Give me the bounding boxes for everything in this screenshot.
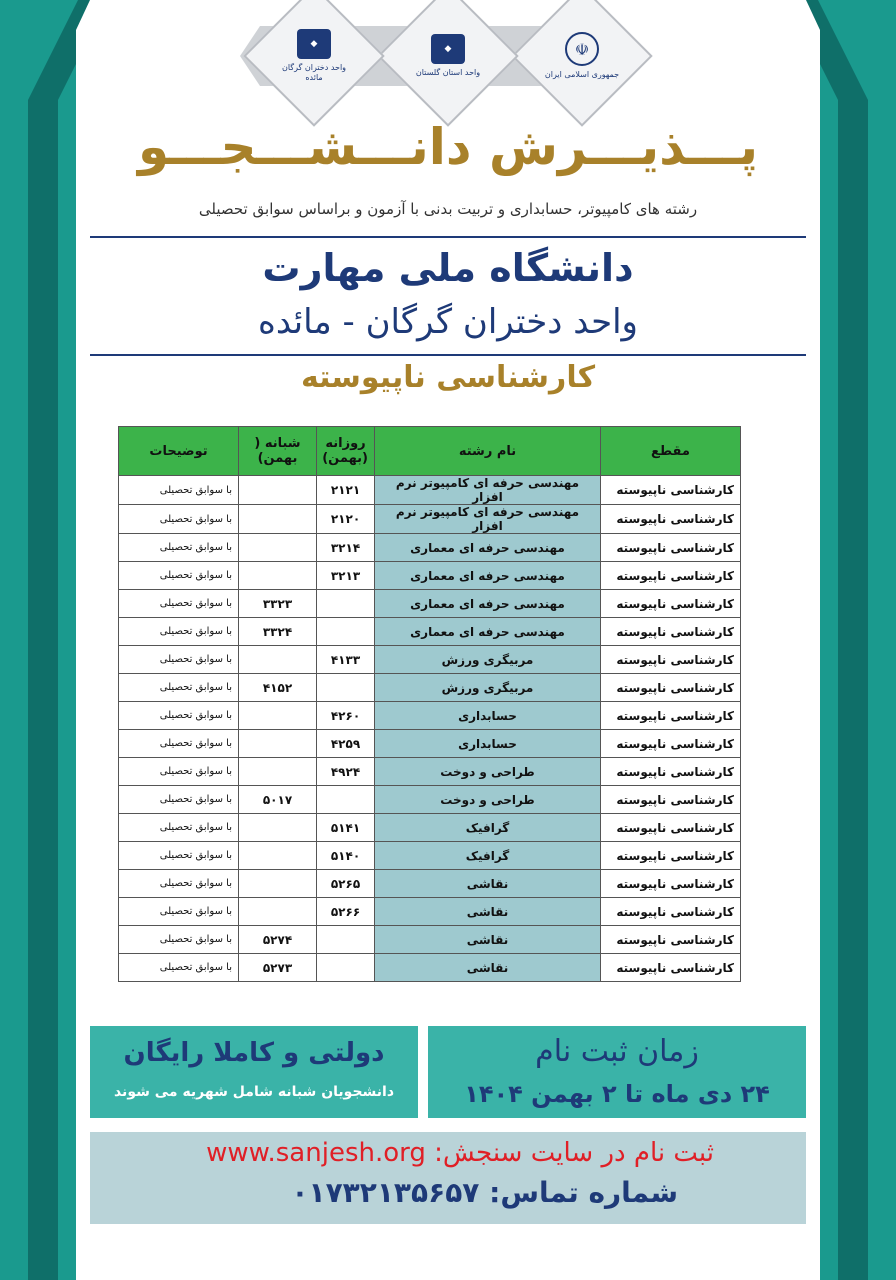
university-name: دانشگاه ملی مهارت bbox=[262, 246, 634, 290]
table-row bbox=[119, 786, 741, 814]
contact-phone: شماره تماس: ۰۱۷۳۲۱۳۵۶۵۷ bbox=[291, 1176, 678, 1209]
cell-notes: با سوابق تحصیلی bbox=[119, 674, 239, 702]
cell-day-code: ۵۲۶۵ bbox=[317, 870, 375, 898]
cell-level: کارشناسی ناپیوسته bbox=[601, 702, 741, 730]
cell-notes: با سوابق تحصیلی bbox=[119, 954, 239, 982]
cell-notes: با سوابق تحصیلی bbox=[119, 870, 239, 898]
cell-notes: با سوابق تحصیلی bbox=[119, 814, 239, 842]
table-row bbox=[119, 926, 741, 954]
iran-emblem-logo bbox=[511, 0, 652, 127]
column-header-day: روزانه (بهمن) bbox=[317, 427, 375, 476]
cell-night-code bbox=[239, 646, 317, 674]
cell-major: طراحی و دوخت bbox=[375, 758, 601, 786]
degree-title: کارشناسی ناپیوسته bbox=[300, 360, 596, 395]
golestan-branch-logo bbox=[377, 0, 518, 127]
column-header-night: شبانه ( بهمن) bbox=[239, 427, 317, 476]
cell-level: کارشناسی ناپیوسته bbox=[601, 562, 741, 590]
cell-night-code bbox=[239, 842, 317, 870]
cell-night-code bbox=[239, 702, 317, 730]
cell-notes: با سوابق تحصیلی bbox=[119, 926, 239, 954]
table-row bbox=[119, 534, 741, 562]
cell-day-code: ۵۱۴۰ bbox=[317, 842, 375, 870]
cell-night-code bbox=[239, 534, 317, 562]
table-row bbox=[119, 814, 741, 842]
cell-night-code: ۴۱۵۲ bbox=[239, 674, 317, 702]
cell-day-code bbox=[317, 926, 375, 954]
tuition-note: دانشجویان شبانه شامل شهریه می شوند bbox=[113, 1084, 395, 1100]
cell-night-code bbox=[239, 505, 317, 534]
cell-night-code bbox=[239, 730, 317, 758]
cell-notes: با سوابق تحصیلی bbox=[119, 646, 239, 674]
cell-day-code: ۵۱۴۱ bbox=[317, 814, 375, 842]
tuition-title: دولتی و کاملا رایگان bbox=[123, 1038, 385, 1068]
logo-caption: واحد دختران گرگان مائده bbox=[281, 63, 347, 82]
cell-notes: با سوابق تحصیلی bbox=[119, 702, 239, 730]
cell-level: کارشناسی ناپیوسته bbox=[601, 898, 741, 926]
table-row bbox=[119, 730, 741, 758]
cell-level: کارشناسی ناپیوسته bbox=[601, 730, 741, 758]
cell-notes: با سوابق تحصیلی bbox=[119, 842, 239, 870]
table-row bbox=[119, 842, 741, 870]
cell-major: نقاشی bbox=[375, 898, 601, 926]
cell-level: کارشناسی ناپیوسته bbox=[601, 476, 741, 505]
cell-level: کارشناسی ناپیوسته bbox=[601, 534, 741, 562]
cell-level: کارشناسی ناپیوسته bbox=[601, 674, 741, 702]
cell-level: کارشناسی ناپیوسته bbox=[601, 618, 741, 646]
cell-day-code bbox=[317, 590, 375, 618]
contact-box bbox=[90, 1132, 806, 1224]
cell-notes: با سوابق تحصیلی bbox=[119, 505, 239, 534]
cell-day-code bbox=[317, 674, 375, 702]
cell-level: کارشناسی ناپیوسته bbox=[601, 505, 741, 534]
tuition-box bbox=[90, 1026, 418, 1118]
cell-level: کارشناسی ناپیوسته bbox=[601, 870, 741, 898]
cell-day-code: ۴۹۲۴ bbox=[317, 758, 375, 786]
maharat-logo-icon: ◆ bbox=[297, 29, 331, 59]
cell-day-code bbox=[317, 786, 375, 814]
page-subtitle: رشته های کامپیوتر، حسابداری و تربیت بدنی با آزمون و براساس سوابق تحصیلی bbox=[198, 200, 698, 218]
table-row bbox=[119, 618, 741, 646]
cell-major: حسابداری bbox=[375, 730, 601, 758]
table-row bbox=[119, 898, 741, 926]
table-row bbox=[119, 870, 741, 898]
cell-notes: با سوابق تحصیلی bbox=[119, 562, 239, 590]
divider bbox=[90, 236, 806, 238]
column-header-notes: توضیحات bbox=[119, 427, 239, 476]
cell-major: حسابداری bbox=[375, 702, 601, 730]
table-row bbox=[119, 562, 741, 590]
cell-major: مربیگری ورزش bbox=[375, 674, 601, 702]
cell-level: کارشناسی ناپیوسته bbox=[601, 646, 741, 674]
cell-notes: با سوابق تحصیلی bbox=[119, 476, 239, 505]
registration-label: زمان ثبت نام bbox=[535, 1034, 699, 1069]
registration-dates: ۲۴ دی ماه تا ۲ بهمن ۱۴۰۴ bbox=[464, 1080, 770, 1108]
table-header-row bbox=[119, 427, 741, 476]
cell-major: نقاشی bbox=[375, 870, 601, 898]
cell-major: گرافیک bbox=[375, 842, 601, 870]
cell-day-code bbox=[317, 954, 375, 982]
cell-major: مهندسی حرفه ای معماری bbox=[375, 618, 601, 646]
maedeh-branch-logo bbox=[243, 0, 384, 127]
cell-day-code: ۳۲۱۴ bbox=[317, 534, 375, 562]
cell-major: مهندسی حرفه ای معماری bbox=[375, 534, 601, 562]
cell-notes: با سوابق تحصیلی bbox=[119, 730, 239, 758]
table-row bbox=[119, 674, 741, 702]
cell-notes: با سوابق تحصیلی bbox=[119, 898, 239, 926]
cell-night-code bbox=[239, 870, 317, 898]
cell-level: کارشناسی ناپیوسته bbox=[601, 842, 741, 870]
cell-major: نقاشی bbox=[375, 926, 601, 954]
cell-major: مربیگری ورزش bbox=[375, 646, 601, 674]
cell-level: کارشناسی ناپیوسته bbox=[601, 814, 741, 842]
table-row bbox=[119, 476, 741, 505]
cell-night-code bbox=[239, 476, 317, 505]
cell-day-code: ۲۱۲۰ bbox=[317, 505, 375, 534]
cell-night-code: ۵۲۷۴ bbox=[239, 926, 317, 954]
cell-night-code bbox=[239, 814, 317, 842]
logo-caption: واحد استان گلستان bbox=[415, 68, 481, 77]
cell-day-code bbox=[317, 618, 375, 646]
cell-notes: با سوابق تحصیلی bbox=[119, 786, 239, 814]
cell-major: مهندسی حرفه ای کامپیوتر نرم افزار bbox=[375, 505, 601, 534]
maharat-logo-icon: ◆ bbox=[431, 34, 465, 64]
sanjesh-site-link[interactable]: ثبت نام در سایت سنجش: www.sanjesh.org bbox=[206, 1138, 714, 1168]
page-title: پـــذیـــرش دانـــشـــجـــو bbox=[137, 118, 759, 176]
cell-day-code: ۵۲۶۶ bbox=[317, 898, 375, 926]
cell-major: نقاشی bbox=[375, 954, 601, 982]
table-row bbox=[119, 758, 741, 786]
table-row bbox=[119, 505, 741, 534]
branch-name: واحد دختران گرگان - مائده bbox=[258, 302, 638, 342]
cell-night-code: ۵۰۱۷ bbox=[239, 786, 317, 814]
iran-emblem-icon: ☫ bbox=[565, 32, 599, 66]
cell-level: کارشناسی ناپیوسته bbox=[601, 926, 741, 954]
column-header-level: مقطع bbox=[601, 427, 741, 476]
cell-night-code: ۳۳۲۳ bbox=[239, 590, 317, 618]
cell-night-code: ۵۲۷۳ bbox=[239, 954, 317, 982]
cell-day-code: ۲۱۲۱ bbox=[317, 476, 375, 505]
cell-major: طراحی و دوخت bbox=[375, 786, 601, 814]
table-row bbox=[119, 646, 741, 674]
cell-notes: با سوابق تحصیلی bbox=[119, 590, 239, 618]
table-row bbox=[119, 954, 741, 982]
cell-level: کارشناسی ناپیوسته bbox=[601, 954, 741, 982]
table-body bbox=[119, 476, 741, 982]
cell-night-code bbox=[239, 562, 317, 590]
cell-major: مهندسی حرفه ای معماری bbox=[375, 590, 601, 618]
cell-day-code: ۳۲۱۳ bbox=[317, 562, 375, 590]
cell-level: کارشناسی ناپیوسته bbox=[601, 590, 741, 618]
cell-day-code: ۴۲۵۹ bbox=[317, 730, 375, 758]
cell-night-code: ۳۳۲۴ bbox=[239, 618, 317, 646]
cell-day-code: ۴۱۳۳ bbox=[317, 646, 375, 674]
cell-major: مهندسی حرفه ای کامپیوتر نرم افزار bbox=[375, 476, 601, 505]
cell-level: کارشناسی ناپیوسته bbox=[601, 786, 741, 814]
logo-strip bbox=[240, 6, 640, 116]
registration-box bbox=[428, 1026, 806, 1118]
cell-major: مهندسی حرفه ای معماری bbox=[375, 562, 601, 590]
cell-notes: با سوابق تحصیلی bbox=[119, 618, 239, 646]
cell-notes: با سوابق تحصیلی bbox=[119, 534, 239, 562]
table-row bbox=[119, 590, 741, 618]
table-row bbox=[119, 702, 741, 730]
cell-night-code bbox=[239, 758, 317, 786]
cell-night-code bbox=[239, 898, 317, 926]
divider bbox=[90, 354, 806, 356]
majors-table bbox=[118, 426, 741, 982]
cell-notes: با سوابق تحصیلی bbox=[119, 758, 239, 786]
cell-level: کارشناسی ناپیوسته bbox=[601, 758, 741, 786]
logo-caption: جمهوری اسلامی ایران bbox=[544, 70, 620, 79]
cell-major: گرافیک bbox=[375, 814, 601, 842]
column-header-major: نام رشته bbox=[375, 427, 601, 476]
cell-day-code: ۴۲۶۰ bbox=[317, 702, 375, 730]
